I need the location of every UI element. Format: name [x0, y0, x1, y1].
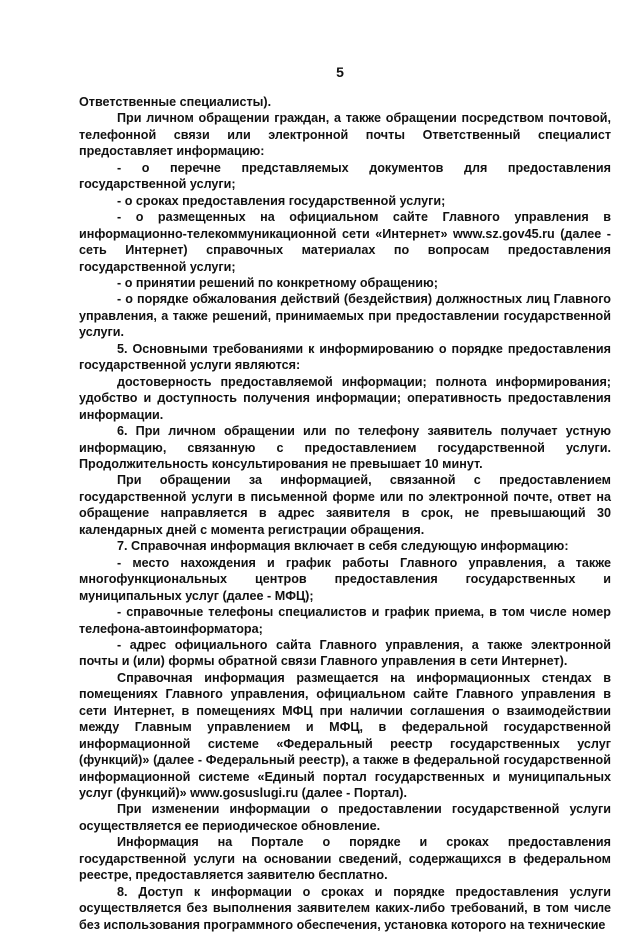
paragraph: достоверность предоставляемой информации; полнота информирования; удобство и доступность получения информации; оперативность предоставления информации. [79, 374, 611, 422]
paragraph: - о сроках предоставления государственной услуги; [117, 193, 446, 208]
paragraph: - место нахождения и график работы Главного управления, а также многофункциональных центров предоставления государственных и муниципальных услуг (далее - МФЦ); [79, 555, 611, 603]
paragraph: При личном обращении граждан, а также обращении посредством почтовой, телефонной связи или электронной почты Ответственный специалист предоставляет информацию: [79, 111, 611, 159]
paragraph: - о размещенных на официальном сайте Главного управления в информационно-телекоммуникационной сети «Интернет» www.sz.gov45.ru (далее - сеть Интернет) справочных материалах по вопросам предоставления государственной услуги; [79, 210, 611, 274]
paragraph: Ответственные специалисты). [79, 95, 272, 109]
paragraph: 6. При личном обращении или по телефону заявитель получает устную информацию, связанную с предоставлением государственной услуги. Продолжительность консультирования не превышает 10 минут. [79, 424, 611, 471]
paragraph: - о порядке обжалования действий (бездействия) должностных лиц Главного управления, а также решений, принимаемых при предоставлении государственной услуги. [79, 292, 611, 340]
paragraph: При обращении за информацией, связанной с предоставлением государственной услуги в письменной форме или по электронной почте, ответ на обращение направляется в адрес заявителя в срок, не превышающий 30 календарных дней с момента регистрации обращения. [79, 473, 611, 537]
paragraph: 7. Справочная информация включает в себя следующую информацию: [117, 539, 569, 554]
paragraph: - о принятии решений по конкретному обращению; [117, 275, 438, 290]
page-number: 5 [336, 64, 344, 80]
paragraph: При изменении информации о предоставлении государственной услуги осуществляется ее периодическое обновление. [79, 802, 611, 833]
paragraph: Справочная информация размещается на информационных стендах в помещениях Главного управления, официальном сайте Главного управления в сети Интернет, в помещениях МФЦ при наличии соглашения о взаимодействии между Главным управлением и МФЦ, в федеральной государственной информационной системе «Федеральный реестр государственных услуг (функций)» (далее - Федеральный реестр), а также в федеральной государственной информационной системе «Единый портал государственных и муниципальных услуг (функций)» www.gosuslugi.ru (далее - Портал). [79, 670, 611, 801]
paragraph: 5. Основными требованиями к информированию о порядке предоставления государственной услуги являются: [79, 341, 611, 373]
paragraph: - о перечне представляемых документов для предоставления государственной услуги; [79, 160, 611, 192]
paragraph: Информация на Портале о порядке и сроках предоставления государственной услуги на основании сведений, содержащихся в федеральном реестре, предоставляется заявителю бесплатно. [79, 835, 611, 883]
paragraph: 8. Доступ к информации о сроках и порядке предоставления услуги осуществляется без выполнения заявителем каких-либо требований, в том числе без использования программного обеспечения, установка которого на технические [79, 884, 611, 932]
paragraph: - справочные телефоны специалистов и график приема, в том числе номер телефона-автоинформатора; [79, 605, 611, 636]
document-body [79, 94, 611, 933]
paragraph: - адрес официального сайта Главного управления, а также электронной почты и (или) формы обратной связи Главного управления в сети Интернет). [79, 637, 611, 669]
